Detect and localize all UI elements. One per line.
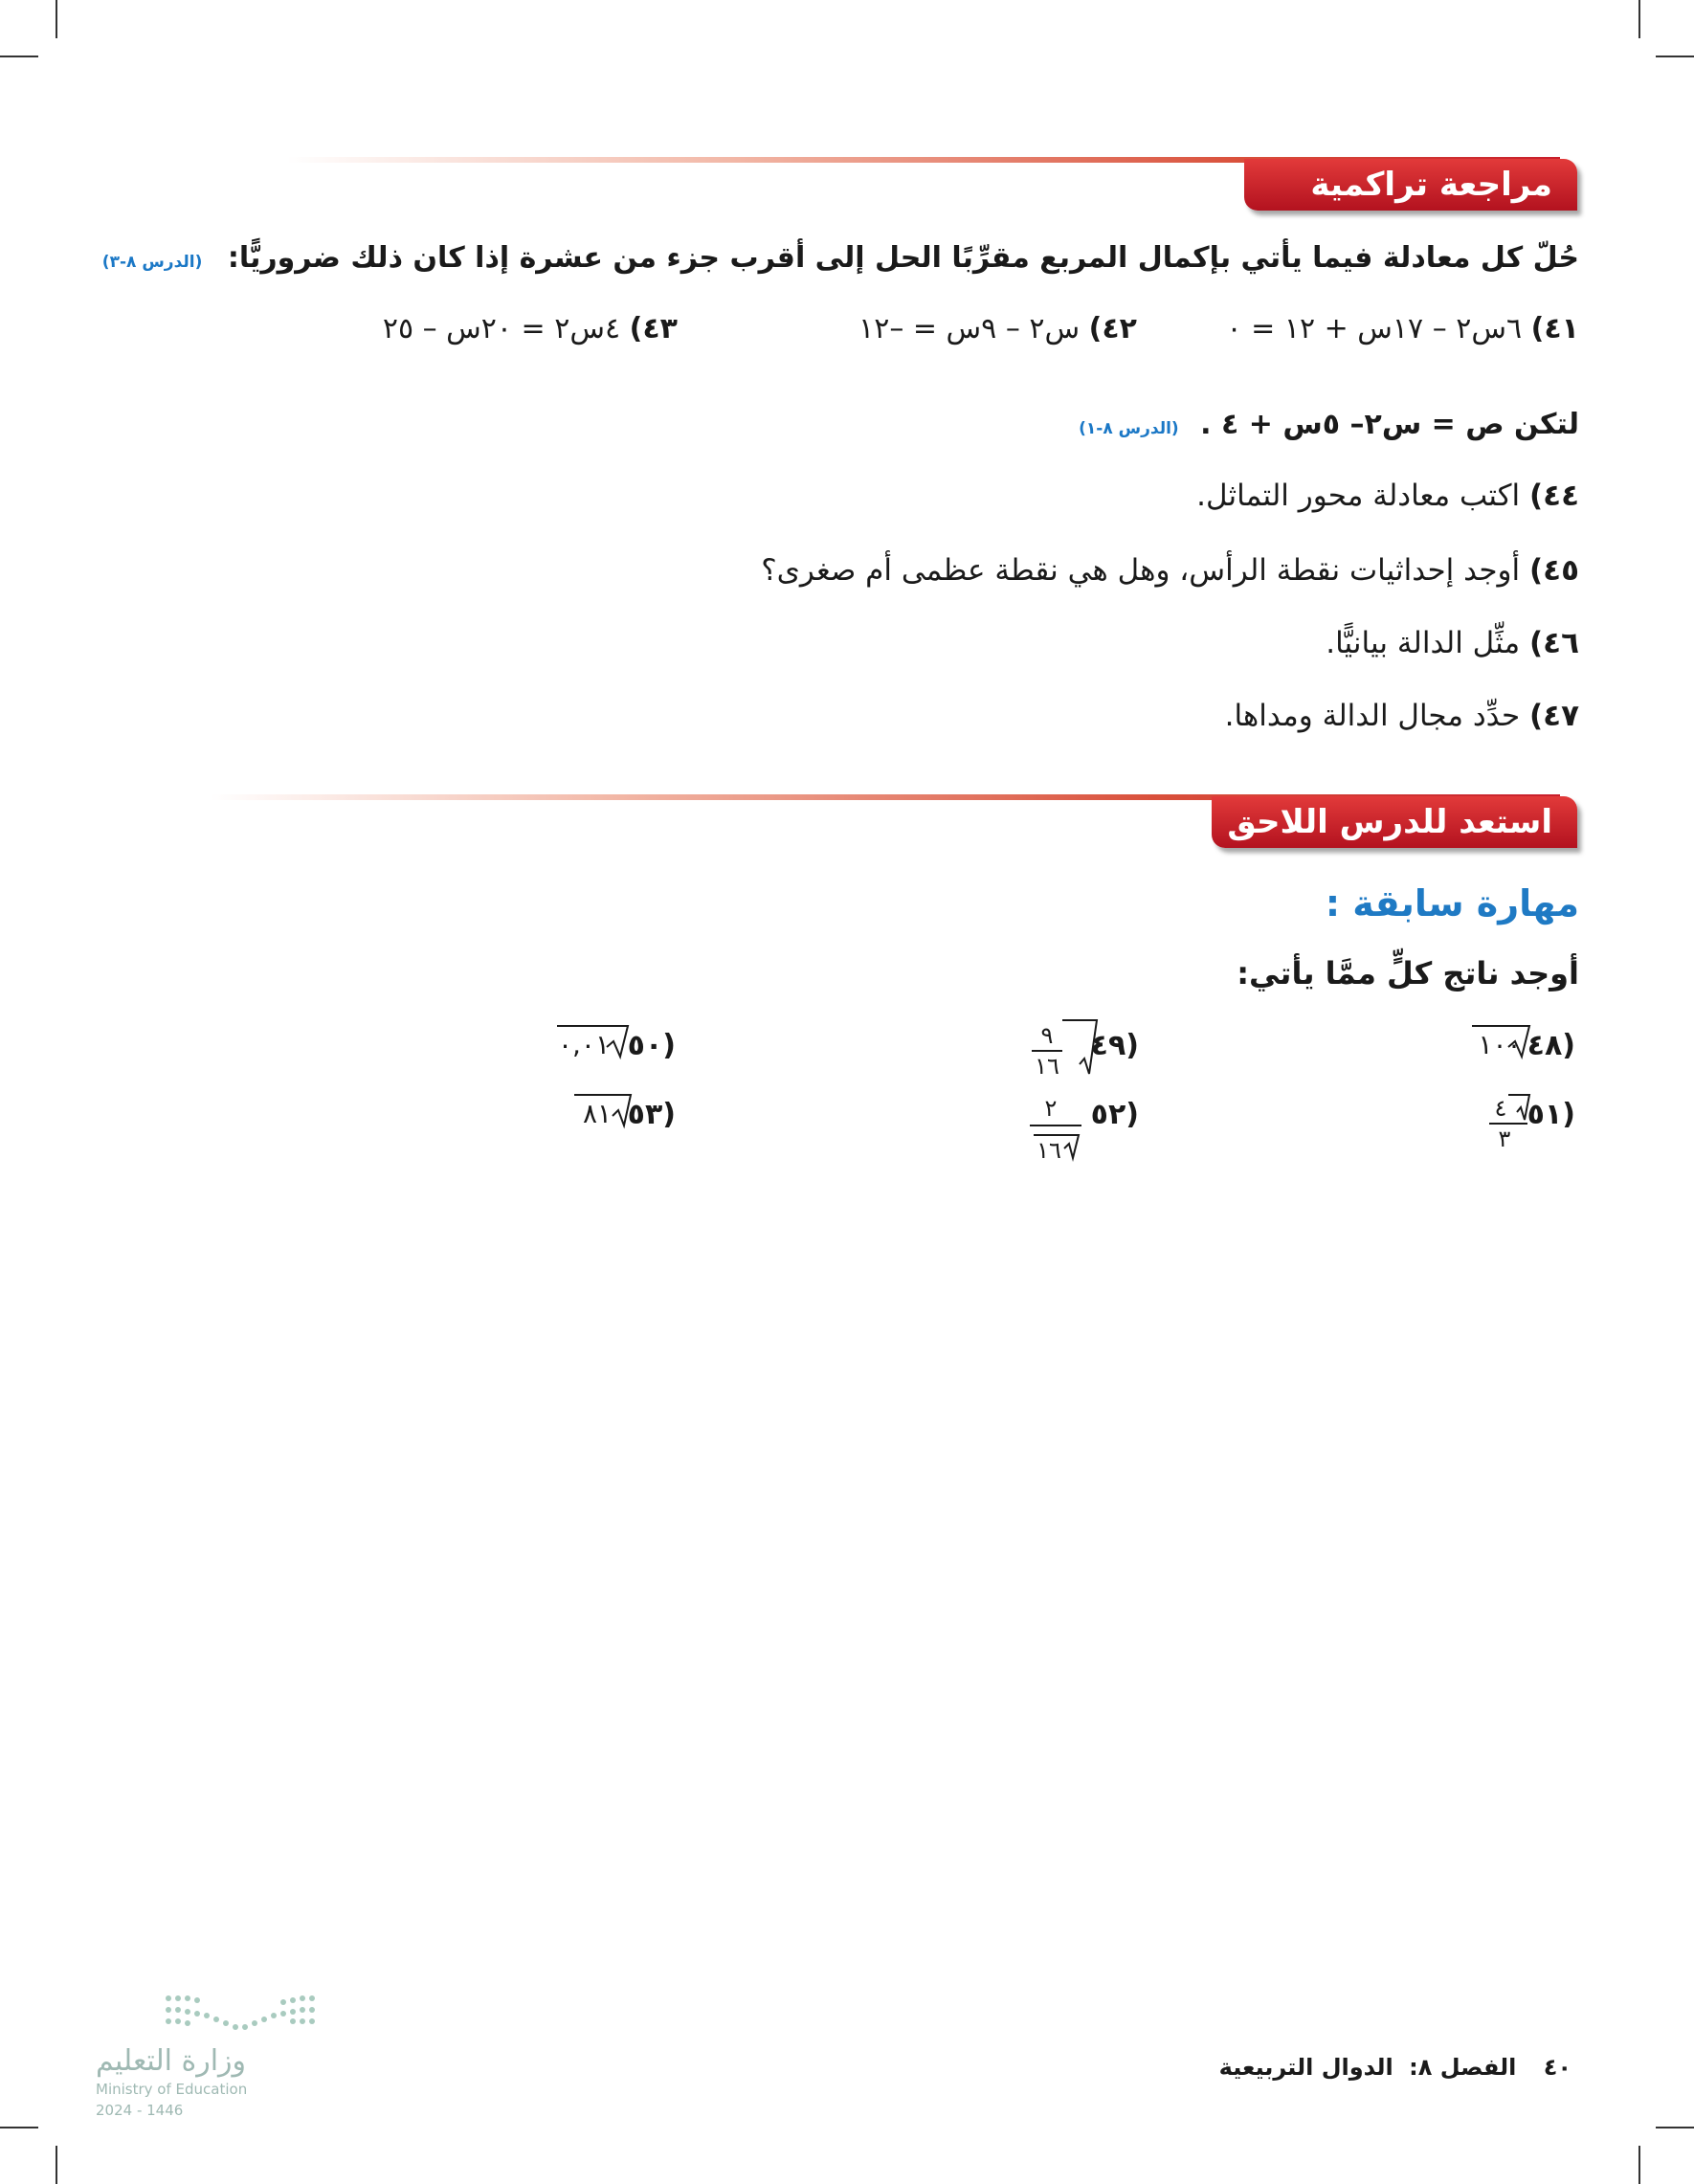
- question-number: ٤٨): [1527, 1029, 1575, 1062]
- equation-text: س٢ – ٩س = –١٢: [858, 312, 1081, 345]
- question-text: أوجد إحداثيات نقطة الرأس، وهل هي نقطة عظمى أم صغرى؟: [761, 553, 1521, 588]
- radicand: ١٠٠: [1478, 1029, 1522, 1060]
- chapter-title: الدوال التربيعية: [1218, 2054, 1393, 2081]
- chapter-label: الفصل ٨:: [1409, 2054, 1517, 2081]
- question-number: ٥٠): [627, 1029, 676, 1062]
- function-intro-text: لتكن ص = س٢– ٥س + ٤ .: [1200, 408, 1579, 441]
- question-number: ٤١): [1530, 312, 1579, 345]
- radicand: ٨١: [582, 1098, 613, 1129]
- ministry-name-ar: وزارة التعليم: [96, 2044, 247, 2078]
- denominator: ١٦: [1035, 1053, 1059, 1080]
- review-instruction-text: حُلّ كل معادلة فيما يأتي بإكمال المربع مقرِّبًا الحل إلى أقرب جزء من عشرة إذا كان ذلك ضروريًّا:: [227, 241, 1579, 275]
- ministry-logo-icon: [163, 1991, 325, 2039]
- equation-text: ٦س٢ – ١٧س + ١٢ = ٠: [1226, 312, 1523, 345]
- question-number: ٤٧): [1528, 699, 1579, 733]
- page-number: ٤٠: [1543, 2054, 1571, 2081]
- question-number: ٥٢): [1090, 1098, 1139, 1131]
- numerator: ٤: [1494, 1095, 1507, 1122]
- question-number: ٤٢): [1088, 312, 1137, 345]
- section-title-ready: استعد للدرس اللاحق: [1212, 796, 1577, 848]
- ministry-year: 2024 - 1446: [96, 2102, 184, 2119]
- radicand: ٠,٠١: [557, 1029, 611, 1060]
- numerator: ٩: [1040, 1022, 1054, 1049]
- skill-title: مهارة سابقة :: [1325, 882, 1579, 925]
- denominator: ٣: [1498, 1125, 1511, 1152]
- question-number: ٤٣): [629, 312, 678, 345]
- question-number: ٤٦): [1528, 626, 1579, 660]
- question-number: ٤٤): [1528, 479, 1579, 513]
- question-text: حدِّد مجال الدالة ومداها.: [1224, 699, 1521, 733]
- question-number: ٤٥): [1528, 553, 1579, 588]
- ready-instruction: أوجد ناتج كلٍّ ممَّا يأتي:: [1237, 955, 1579, 992]
- numerator: ٢: [1044, 1095, 1058, 1122]
- question-number: ٥١): [1527, 1098, 1575, 1131]
- question-number: ٥٣): [627, 1098, 676, 1131]
- equation-text: ٤س٢ = ٢٠س – ٢٥: [382, 312, 621, 345]
- question-text: مثِّل الدالة بيانيًّا.: [1326, 626, 1521, 660]
- question-number: ٤٩): [1090, 1029, 1139, 1062]
- question-text: اكتب معادلة محور التماثل.: [1196, 479, 1521, 513]
- lesson-reference: (الدرس ٨-٣): [101, 253, 203, 272]
- ministry-name-en: Ministry of Education: [96, 2081, 248, 2098]
- page-footer: [1219, 2054, 1571, 2081]
- section-title-review: مراجعة تراكمية: [1244, 159, 1577, 211]
- lesson-reference: (الدرس ٨-١): [1079, 419, 1179, 438]
- denominator: ١٦: [1036, 1137, 1061, 1164]
